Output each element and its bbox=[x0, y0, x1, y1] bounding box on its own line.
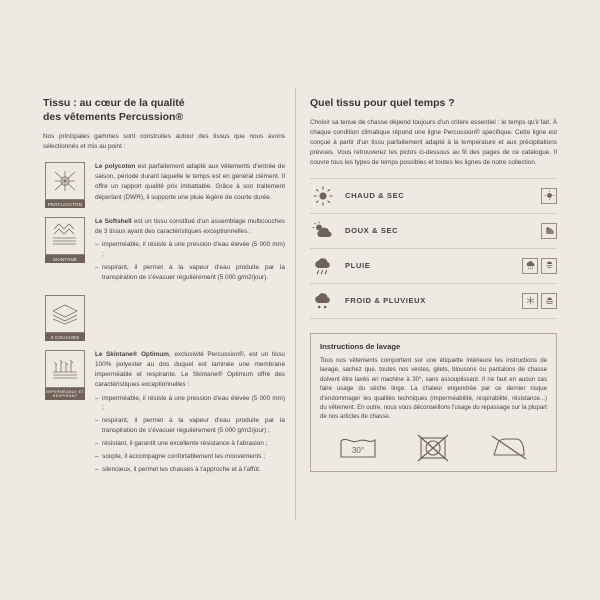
list-item: – souple, il accompagne confortablement les mouvements ; bbox=[102, 452, 285, 462]
feature-softshell-body: est un tissu constitué d'un assemblage multicouches de 3 tissus ayant des caractéristiques exceptionnelles : bbox=[95, 218, 285, 236]
no-tumble-dry-icon bbox=[413, 432, 453, 462]
list-item: – imperméable, il résiste à une pression d'eau élevée (5 000 mm) ; bbox=[102, 394, 285, 414]
badge-skintane-label: SKINTANE bbox=[45, 255, 85, 263]
left-title bbox=[43, 96, 285, 124]
feature-polycoton-lead: Le polycoton bbox=[95, 163, 136, 171]
weather-label-pluie: PLUIE bbox=[345, 261, 371, 271]
three-layers-icon bbox=[45, 295, 85, 333]
rain-cloud-icon bbox=[310, 255, 336, 277]
picto-rain-icon bbox=[522, 258, 538, 274]
wash-30-icon bbox=[338, 432, 378, 462]
weather-row-chaud-sec bbox=[310, 178, 557, 214]
feature-skintane-bullets bbox=[95, 394, 285, 475]
picto-rain-2-icon bbox=[541, 258, 557, 274]
wash-temp-label: 30° bbox=[351, 445, 364, 455]
feature-softshell bbox=[43, 217, 285, 286]
sun-icon bbox=[310, 185, 336, 207]
picto-sun-icon bbox=[541, 188, 557, 204]
feature-softshell-bullets bbox=[95, 240, 285, 283]
weather-label-froid-pluvieux: FROID & PLUVIEUX bbox=[345, 296, 426, 306]
softshell-layers-icon bbox=[45, 217, 85, 255]
list-item: – imperméable, il résiste à une pression d'eau élevée (5 000 mm) ; bbox=[102, 240, 285, 260]
feature-skintane-optimum-text bbox=[95, 350, 285, 478]
left-intro: Nos principales gammes sont construites autour des tissus que nous avons sélectionnés et mis au point : bbox=[43, 133, 285, 151]
catalogue-sheet bbox=[33, 88, 567, 520]
feature-softshell-lead: Le Softshell bbox=[95, 218, 132, 226]
left-title-line2: des vêtements Percussion® bbox=[43, 111, 184, 124]
picto-snow-2-icon bbox=[541, 293, 557, 309]
weather-list bbox=[310, 178, 557, 319]
washing-instructions-title: Instructions de lavage bbox=[320, 341, 401, 351]
feature-three-layers bbox=[43, 295, 285, 341]
snow-cloud-icon bbox=[310, 290, 336, 312]
weather-row-doux-sec bbox=[310, 214, 557, 249]
badge-skintane bbox=[43, 217, 87, 286]
feature-polycoton bbox=[43, 162, 285, 208]
washing-care-symbols bbox=[320, 430, 547, 462]
no-iron-icon bbox=[488, 432, 530, 462]
feature-polycoton-text bbox=[95, 162, 285, 208]
feature-skintane-body: , exclusivité Percussion®, est un tissu 100% polyester au dos duquel est laminée une membrane imperméable et respirante. Le Skintane® Optimum offre des caractéristiques exceptionnelles : bbox=[95, 351, 285, 389]
badge-percucoton bbox=[43, 162, 87, 208]
weather-label-chaud-sec: CHAUD & SEC bbox=[345, 191, 405, 201]
sun-cloud-icon bbox=[310, 220, 336, 242]
feature-polycoton-body: est parfaitement adapté aux vêtements d'entrée de saison, période durant laquelle le temps est en général clément. Il offre un rapport qualité prix imbattable. Grâce à son traitement déperlant (DWR), il supporte une pluie légère de courte durée. bbox=[95, 163, 286, 201]
list-item: – respirant, il permet à la vapeur d'eau produite par la transpiration de s'évacuer régulièrement (5 000 g/m2/jour). bbox=[102, 263, 285, 283]
left-column bbox=[33, 88, 295, 520]
washing-instructions-text: Tous nos vêtements comportent sur une étiquette intérieure les instructions de lavage, sachez que, toutes nos vestes, gilets, blousons ou pantalons de chasse doivent être lavés en machine à 30°, sans assouplissant. Il ne faut en aucun cas faire usage du sèche linge. La chaleur engendrée par ce dernier risque d'endommager les qualités techniques (imperméabilité, respirabilité, résistance...) du vêtement. En outre, nous vous déconseillons l'usage du repassage sur la plupart de nos articles de chasse. bbox=[320, 356, 547, 421]
weather-pictos-pluie bbox=[522, 258, 557, 274]
feature-skintane-optimum bbox=[43, 350, 285, 478]
badge-membrane bbox=[43, 350, 87, 478]
list-item: – silencieux, il permet les chasses à l'approche et à l'affût. bbox=[102, 465, 285, 475]
feature-three-layers-text bbox=[95, 295, 285, 341]
membrane-icon bbox=[45, 350, 85, 388]
weather-pictos-chaud-sec bbox=[541, 188, 557, 204]
weather-row-froid-pluvieux bbox=[310, 284, 557, 319]
feature-softshell-text bbox=[95, 217, 285, 286]
right-intro: Choisir sa tenue de chasse dépend toujours d'un critère essentiel : le temps qu'il fait. À chaque condition climatique répond une ligne Percussion® spécifique. Cette ligne est conçue à partir d'un tissu parfaitement adapté à la température et aux précipitations prévues. Vous retrouverez les pictos ci-dessous au fil des pages de ce catalogue. Il couvre tous les types de temps possibles et toutes les lignes de notre collection. bbox=[310, 119, 557, 166]
list-item: – respirant, il permet à la vapeur d'eau produite par la transpiration de s'évacuer régulièrement (5 000 g/m2/jour) ; bbox=[102, 416, 285, 436]
right-column bbox=[295, 88, 567, 520]
picto-sun-cloud-icon bbox=[541, 223, 557, 239]
left-title-line1: Tissu : au cœur de la qualité bbox=[43, 97, 185, 109]
badge-percucoton-label: PERCUCOTON bbox=[45, 200, 85, 208]
weather-label-doux-sec: DOUX & SEC bbox=[345, 226, 399, 236]
weather-pictos-doux-sec bbox=[541, 223, 557, 239]
weather-row-pluie bbox=[310, 249, 557, 284]
list-item: – résistant, il garantit une excellente résistance à l'abrasion ; bbox=[102, 439, 285, 449]
badge-membrane-label: IMPERMÉABLE ET RESPIRANT bbox=[45, 388, 85, 400]
cotton-fabric-icon bbox=[45, 162, 85, 200]
badge-3-couches bbox=[43, 295, 87, 341]
picto-snow-icon bbox=[522, 293, 538, 309]
right-title: Quel tissu pour quel temps ? bbox=[310, 97, 455, 109]
weather-pictos-froid-pluvieux bbox=[522, 293, 557, 309]
feature-skintane-lead: Le Skintane® Optimum bbox=[95, 351, 169, 359]
badge-3-couches-label: 3 COUCHES bbox=[45, 333, 85, 341]
washing-instructions-box bbox=[310, 333, 557, 472]
